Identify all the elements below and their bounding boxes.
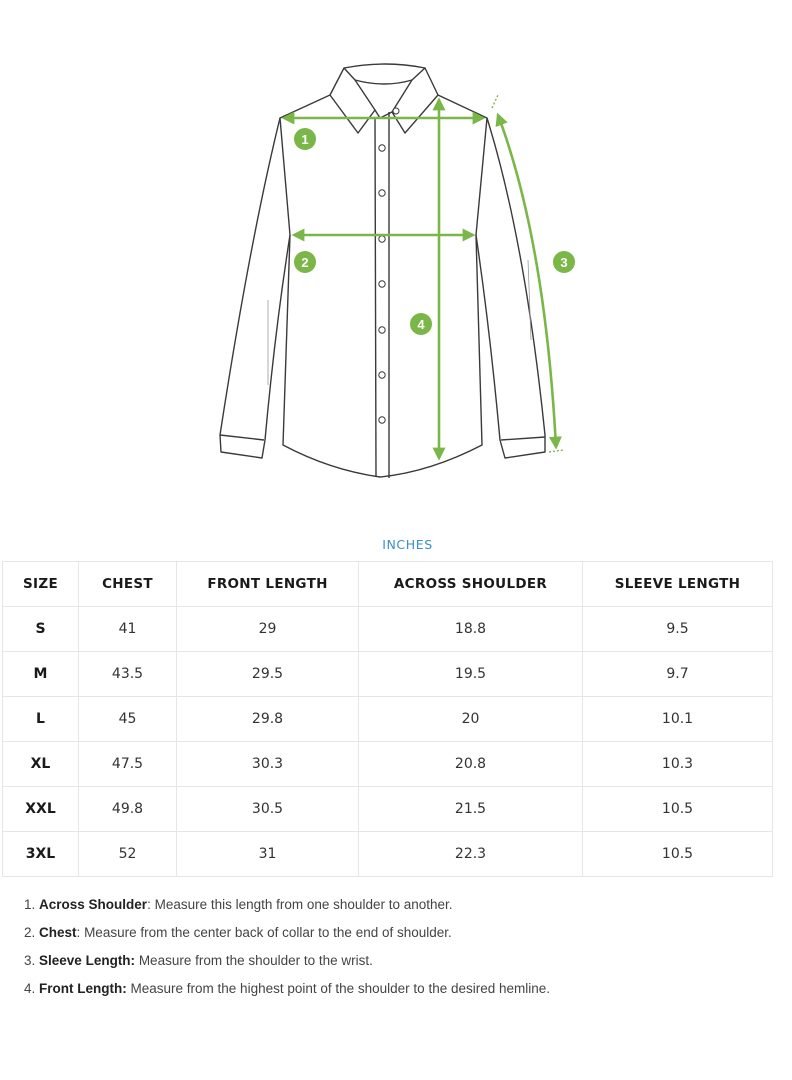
marker-1-label: 1 [301, 132, 309, 147]
size-cell: 3XL [3, 832, 79, 877]
shirt-measurement-diagram [0, 0, 792, 500]
note-separator: : [76, 925, 81, 940]
size-cell: L [3, 697, 79, 742]
column-header-sleeve-length: SLEEVE LENGTH [583, 562, 773, 607]
table-row [3, 652, 773, 697]
sleeve-length-cell: 10.1 [583, 697, 773, 742]
size-cell: S [3, 607, 79, 652]
right-sleeve [476, 118, 545, 458]
column-header-front-length: FRONT LENGTH [177, 562, 359, 607]
across-shoulder-cell: 22.3 [359, 832, 583, 877]
left-sleeve [220, 118, 290, 458]
shirt-outline [220, 64, 545, 478]
front-length-cell: 31 [177, 832, 359, 877]
shirt-button [379, 417, 385, 423]
front-length-cell: 29.5 [177, 652, 359, 697]
shirt-button [379, 190, 385, 196]
table-row [3, 607, 773, 652]
collar [330, 68, 375, 133]
note-term: Sleeve Length: [39, 953, 136, 968]
note-item [24, 979, 550, 1007]
note-term: Chest [39, 925, 77, 940]
measurement-notes [24, 895, 550, 1007]
across-shoulder-cell: 20 [359, 697, 583, 742]
size-chart-table [2, 561, 773, 877]
across-shoulder-cell: 20.8 [359, 742, 583, 787]
unit-label: INCHES [382, 537, 433, 552]
note-item [24, 923, 550, 951]
sleeve-length-cell: 10.5 [583, 832, 773, 877]
note-separator: : [147, 897, 151, 912]
front-length-cell: 30.5 [177, 787, 359, 832]
across-shoulder-cell: 18.8 [359, 607, 583, 652]
note-number: 3. [24, 953, 36, 968]
sleeve-length-line [498, 115, 556, 447]
size-cell: XL [3, 742, 79, 787]
column-header-across-shoulder: ACROSS SHOULDER [359, 562, 583, 607]
table-row [3, 787, 773, 832]
shirt-button [379, 236, 385, 242]
note-term: Front Length: [39, 981, 127, 996]
sleeve-length-cell: 9.5 [583, 607, 773, 652]
shirt-button [379, 281, 385, 287]
column-header-size: SIZE [3, 562, 79, 607]
column-header-chest: CHEST [79, 562, 177, 607]
size-cell: XXL [3, 787, 79, 832]
across-shoulder-cell: 19.5 [359, 652, 583, 697]
note-text: Measure from the shoulder to the wrist. [135, 953, 373, 968]
shirt-button [379, 372, 385, 378]
note-item [24, 895, 550, 923]
sleeve-length-cell: 10.3 [583, 742, 773, 787]
note-text: Measure this length from one shoulder to another. [150, 897, 453, 912]
note-text: Measure from the highest point of the shoulder to the desired hemline. [126, 981, 551, 996]
note-number: 4. [24, 981, 36, 996]
note-number: 2. [24, 925, 36, 940]
shirt-button [379, 145, 385, 151]
chest-cell: 45 [79, 697, 177, 742]
chest-cell: 43.5 [79, 652, 177, 697]
collar-button [393, 108, 399, 114]
sleeve-length-cell: 10.5 [583, 787, 773, 832]
table-row [3, 742, 773, 787]
chest-cell: 47.5 [79, 742, 177, 787]
marker-badges [294, 128, 575, 335]
table-row [3, 832, 773, 877]
marker-4-label: 4 [417, 317, 425, 332]
shirt-button [379, 327, 385, 333]
note-number: 1. [24, 897, 36, 912]
table-header-row [3, 562, 773, 607]
marker-3-label: 3 [560, 255, 568, 270]
note-text: Measure from the center back of collar to the end of shoulder. [80, 925, 452, 940]
marker-2-label: 2 [301, 255, 309, 270]
front-length-cell: 30.3 [177, 742, 359, 787]
chest-cell: 49.8 [79, 787, 177, 832]
chest-cell: 41 [79, 607, 177, 652]
note-item [24, 951, 550, 979]
table-row [3, 697, 773, 742]
size-cell: M [3, 652, 79, 697]
front-length-cell: 29.8 [177, 697, 359, 742]
note-term: Across Shoulder [39, 897, 148, 912]
across-shoulder-cell: 21.5 [359, 787, 583, 832]
measurement-lines [284, 95, 563, 458]
front-length-cell: 29 [177, 607, 359, 652]
sleeve-length-cell: 9.7 [583, 652, 773, 697]
chest-cell: 52 [79, 832, 177, 877]
